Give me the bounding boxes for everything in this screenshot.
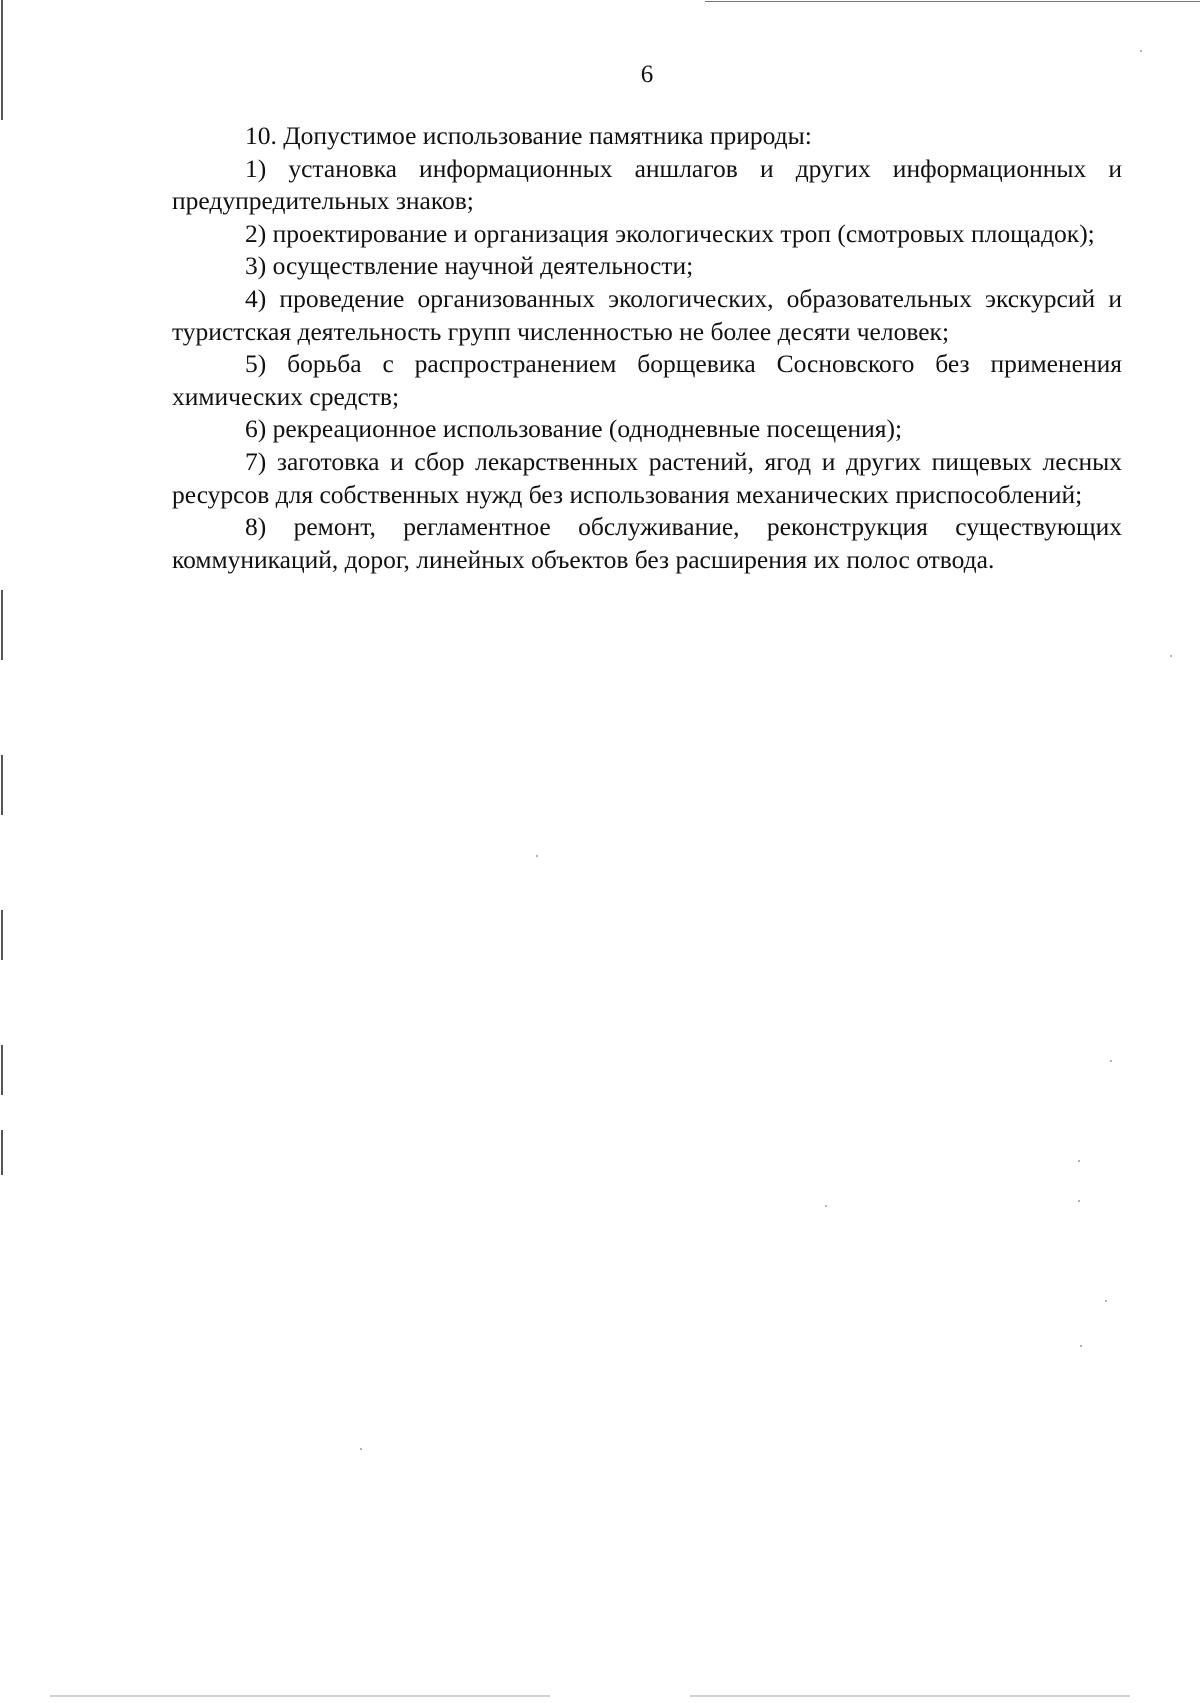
scan-edge-mark: [1, 755, 3, 815]
page-number: 6: [640, 61, 654, 88]
scan-edge-mark: [1, 590, 3, 660]
scan-speck: [1078, 1160, 1080, 1162]
scan-speck: [825, 1205, 827, 1207]
list-item: 6) рекреационное использование (однодневные посещения);: [245, 414, 903, 444]
scan-speck: [1105, 1300, 1107, 1302]
list-item: 3) осуществление научной деятельности;: [245, 251, 694, 281]
list-item: 1) установка информационных аншлагов и других информационных и предупредительных знаков;: [172, 153, 1122, 216]
scan-edge-mark: [1, 1130, 3, 1175]
section-heading: 10. Допустимое использование памятника природы:: [245, 121, 812, 150]
list-item: 7) заготовка и сбор лекарственных растений, ягод и других пищевых лесных ресурсов для собственных нужд без использования механических приспособлений;: [172, 446, 1122, 509]
scan-top-rule: [705, 1, 1200, 2]
scan-speck: [360, 1448, 362, 1450]
list-item: 8) ремонт, регламентное обслуживание, реконструкция существующих коммуникаций, дорог, линейных объектов без расширения их полос отвода.: [172, 512, 1122, 574]
scan-speck: [1110, 1060, 1112, 1062]
scan-bottom-rule: [50, 1695, 550, 1697]
scan-speck: [1170, 655, 1172, 657]
scan-edge-mark: [1, 910, 3, 960]
scan-speck: [1080, 1345, 1082, 1347]
list-item: 4) проведение организованных экологических, образовательных экскурсий и туристская деятельность групп численностью не более десяти человек;: [172, 283, 1122, 346]
list-item: 2) проектирование и организация экологических троп (смотровых площадок);: [245, 218, 1095, 248]
scan-speck: [1078, 1200, 1080, 1202]
scan-speck: [536, 855, 538, 857]
scan-edge-mark: [1, 1045, 3, 1095]
document-body: [172, 120, 1122, 576]
list-item: 5) борьба с распространением борщевика Сосновского без применения химических средств;: [172, 349, 1122, 411]
scan-speck: [1140, 50, 1142, 52]
scan-bottom-rule: [690, 1695, 1130, 1697]
